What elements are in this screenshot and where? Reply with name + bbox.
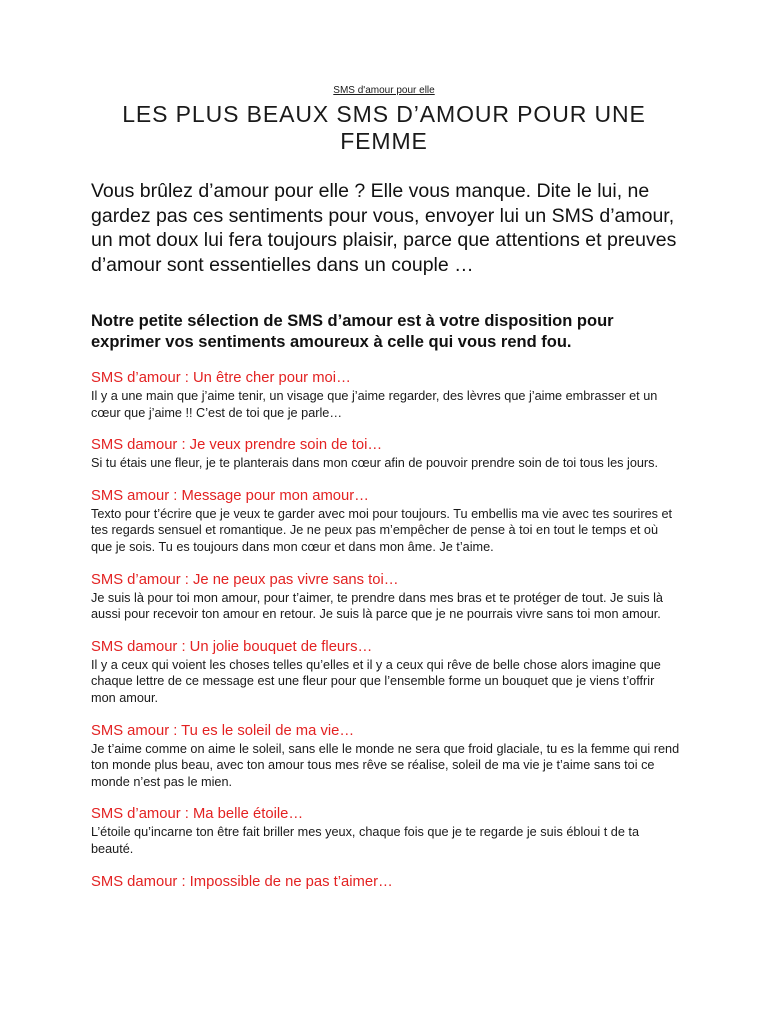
sms-entry: [91, 722, 681, 791]
sms-entry-title: SMS amour : Message pour mon amour…: [91, 487, 369, 504]
sms-list: [91, 369, 681, 907]
sms-entry: [91, 805, 681, 857]
sms-entry: [91, 873, 681, 892]
sms-entry: [91, 436, 681, 472]
category-link[interactable]: SMS d'amour pour elle: [333, 85, 435, 96]
intro-paragraph: Vous brûlez d’amour pour elle ? Elle vous manque. Dite le lui, ne gardez pas ces sentiments pour vous, envoyer lui un SMS d’amour, un mot doux lui fera toujours plaisir, parce que attentions et preuves d’amour sont essentielles dans un couple …: [91, 180, 677, 276]
sms-entry-title: SMS amour : Tu es le soleil de ma vie…: [91, 722, 355, 739]
sms-entry-text: L’étoile qu’incarne ton être fait briller mes yeux, chaque fois que je te regarde je suis ébloui t de ta beauté.: [91, 825, 640, 856]
sms-entry-title: SMS damour : Un jolie bouquet de fleurs…: [91, 638, 373, 655]
sms-entry-text: Si tu étais une fleur, je te planterais dans mon cœur afin de pouvoir prendre soin de toi tous les jours.: [91, 456, 659, 471]
page-title: LES PLUS BEAUX SMS D’AMOUR POUR UNE FEMME: [122, 101, 646, 154]
sms-entry-text: Il y a ceux qui voient les choses telles qu’elles et il y a ceux qui rêve de belle chose alors imagine que chaque lettre de ce message est une fleur pour que l’ensemble forme un bouquet que je viens t’offrir mon amour.: [91, 657, 661, 705]
sms-entry-title: SMS d’amour : Un être cher pour moi…: [91, 370, 351, 386]
selection-paragraph: Notre petite sélection de SMS d’amour est à votre disposition pour exprimer vos sentiments amoureux à celle qui vous rend fou.: [91, 312, 614, 351]
sms-entry-text: Texto pour t’écrire que je veux te garder avec moi pour toujours. Tu embellis ma vie avec tes sourires et tes regards sensuel et romantique. Je ne peux pas m’empêcher de pense à toi en tout le temps et où que je sois. Tu es toujours dans mon cœur et dans mon âme. Je t’aime.: [91, 506, 673, 554]
sms-entry: [91, 571, 681, 623]
sms-entry-title: SMS d’amour : Ma belle étoile…: [91, 806, 304, 823]
sms-entry: [91, 369, 681, 421]
sms-entry: [91, 638, 681, 707]
sms-entry-title: SMS damour : Impossible de ne pas t’aimer…: [91, 873, 393, 890]
sms-entry-text: Je suis là pour toi mon amour, pour t’aimer, te prendre dans mes bras et te protéger de tout. Je suis là aussi pour recevoir ton amour en retour. Je suis là parce que je ne pourrais vivre sans toi mon amour.: [91, 590, 663, 622]
sms-entry-title: SMS d’amour : Je ne peux pas vivre sans toi…: [91, 571, 399, 588]
sms-entry: [91, 487, 681, 556]
sms-entry-title: SMS damour : Je veux prendre soin de toi…: [91, 437, 383, 454]
sms-entry-text: Il y a une main que j’aime tenir, un visage que j’aime regarder, des lèvres que j’aime embrasser et un cœur que j’aime !! C’est de toi que je parle…: [91, 389, 658, 420]
sms-entry-text: Je t’aime comme on aime le soleil, sans elle le monde ne sera que froid glaciale, tu es la femme qui rend ton monde plus beau, avec ton amour tous mes rêve se réalise, soleil de ma vie je t’aime sans toi ce monde n’est pas le mien.: [91, 741, 680, 789]
